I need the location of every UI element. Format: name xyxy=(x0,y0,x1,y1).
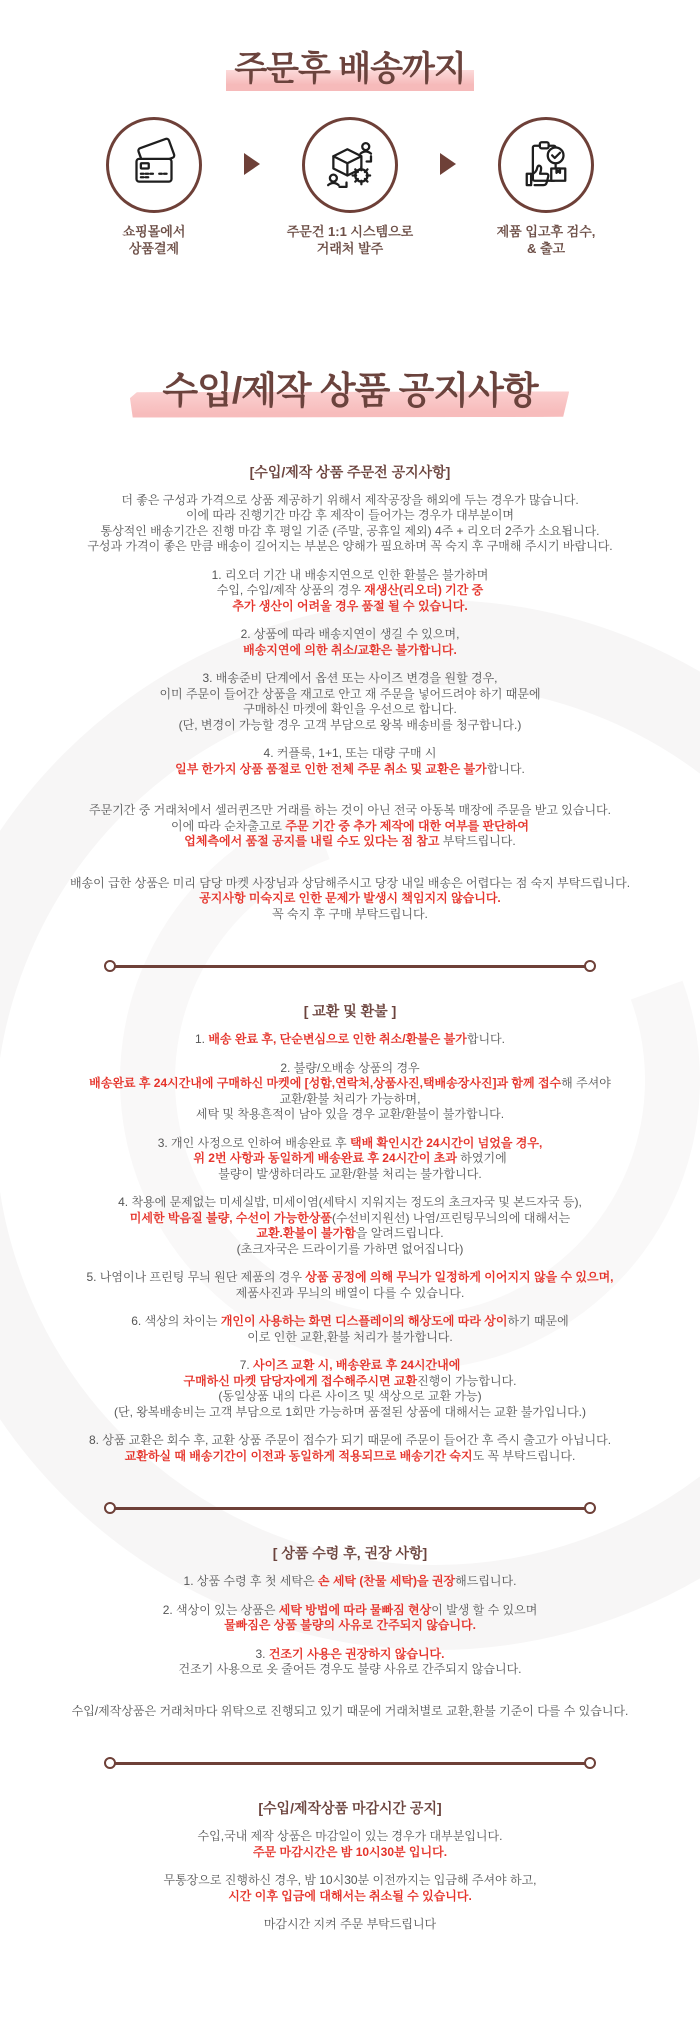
text-segment: 추가 생산이 어려울 경우 품절 될 수 있습니다. xyxy=(232,598,468,613)
notice-line xyxy=(0,1167,700,1183)
notice-line xyxy=(0,539,700,555)
notice-line xyxy=(0,1405,700,1421)
divider-line xyxy=(115,1507,585,1510)
notice-block xyxy=(0,627,700,658)
divider-endpoint-icon xyxy=(584,1757,596,1769)
notice-line xyxy=(0,1195,700,1211)
divider-endpoint-icon xyxy=(584,960,596,972)
text-segment: 개인이 사용하는 화면 디스플레이의 해상도에 따라 상이 xyxy=(220,1314,508,1329)
notice-line xyxy=(0,1270,700,1286)
text-segment: 4. 커플룩, 1+1, 또는 대량 구매 시 xyxy=(263,746,437,761)
step-label-line: 쇼핑몰에서 xyxy=(122,223,186,239)
text-segment: 더 좋은 구성과 가격으로 상품 제공하기 위해서 제작공장을 해외에 두는 경우가 많습니다. xyxy=(121,492,579,507)
text-segment: 일부 한가지 상품 품절로 인한 전체 주문 취소 및 교환은 불가 xyxy=(175,761,487,776)
notice-line xyxy=(0,568,700,584)
text-segment: 1. 상품 수령 후 첫 세탁은 xyxy=(183,1574,318,1589)
notice-block xyxy=(0,1647,700,1678)
arrow-right-icon xyxy=(440,153,456,175)
text-segment: (수선비지원선) 나염/프린팅무늬의에 대해서는 xyxy=(331,1210,571,1225)
arrow-right-icon xyxy=(244,153,260,175)
notice-line xyxy=(0,1845,700,1861)
text-segment: 마감시간 지켜 주문 부탁드립니다 xyxy=(263,1917,437,1932)
notice-line xyxy=(0,718,700,734)
process-title: 주문후 배송까지 xyxy=(234,48,465,91)
notice-line xyxy=(0,1358,700,1374)
text-segment: 배송 완료 후, 단순변심으로 인한 취소/환불은 불가 xyxy=(208,1032,467,1047)
text-segment: 세탁 방법에 따라 물빠짐 현상 xyxy=(278,1602,432,1617)
notice-line xyxy=(0,1242,700,1258)
notice-block xyxy=(0,876,700,923)
notice-line xyxy=(0,1574,700,1590)
notice-block xyxy=(0,1136,700,1183)
notice-line xyxy=(0,1433,700,1449)
text-segment: 배송완료 후 24시간내에 구매하신 마켓에 [성함,연락처,상품사진,택배송장사진]과 함께 접수 xyxy=(89,1076,562,1091)
text-segment: 구성과 가격이 좋은 만큼 배송이 길어지는 부분은 양해가 필요하며 꼭 숙지 후 구매해 주시기 바랍니다. xyxy=(87,539,613,554)
text-segment: 8. 상품 교환은 회수 후, 교환 상품 주문이 접수가 되기 때문에 주문이 들어간 후 즉시 출고가 아닙니다. xyxy=(88,1433,612,1448)
notice-line xyxy=(0,1603,700,1619)
notice-block xyxy=(0,746,700,777)
step-label-line: 제품 입고후 검수, xyxy=(496,223,596,239)
text-segment: 3. 배송준비 단계에서 옵션 또는 사이즈 변경을 원할 경우, xyxy=(202,671,498,686)
section-divider xyxy=(104,1757,596,1769)
notice-line xyxy=(0,1092,700,1108)
text-segment: 합니다. xyxy=(486,761,525,776)
step-label-line: 상품결제 xyxy=(128,240,180,256)
text-segment: 합니다. xyxy=(466,1032,505,1047)
text-segment: 수입/제작상품은 거래처마다 위탁으로 진행되고 있기 때문에 거래처별로 교환,환불 기준이 다를 수 있습니다. xyxy=(71,1703,629,1718)
notice-block xyxy=(0,1574,700,1590)
text-segment: 불량이 발생하더라도 교환/환불 처리는 불가합니다. xyxy=(218,1166,482,1181)
text-segment: 위 2번 사항과 동일하게 배송완료 후 24시간이 초과 xyxy=(193,1151,457,1166)
step-label-line: 거래처 발주 xyxy=(316,240,384,256)
notice-line xyxy=(0,1889,700,1905)
notice-line xyxy=(0,891,700,907)
text-segment: 미세한 박음질 불량, 수선이 가능한상품 xyxy=(129,1210,332,1225)
notice-block xyxy=(0,1358,700,1420)
process-step-payment xyxy=(64,117,244,257)
notice-block xyxy=(0,671,700,733)
text-segment: 3. xyxy=(255,1646,269,1661)
text-segment: 해 주셔야 xyxy=(561,1076,611,1091)
notice-line xyxy=(0,1136,700,1152)
step-label xyxy=(64,223,244,257)
notice-line xyxy=(0,1704,700,1720)
text-segment: 2. 색상이 있는 상품은 xyxy=(162,1602,279,1617)
text-segment: 수입,국내 제작 상품은 마감일이 있는 경우가 대부분입니다. xyxy=(197,1829,503,1844)
text-segment: 건조기 사용으로 옷 줄어든 경우도 불량 사유로 간주되지 않습니다. xyxy=(178,1662,522,1677)
notice-line xyxy=(0,508,700,524)
notice-line xyxy=(0,493,700,509)
text-segment: 2. 상품에 따라 배송지연이 생길 수 있으며, xyxy=(240,627,460,642)
text-segment: 배송지연에 의한 취소/교환은 불가합니다. xyxy=(243,642,457,657)
process-steps xyxy=(0,117,700,257)
notice-line xyxy=(0,1226,700,1242)
text-segment: 교환/환불 처리가 가능하며, xyxy=(279,1091,421,1106)
text-segment: 해드립니다. xyxy=(455,1574,517,1589)
notice-line xyxy=(0,671,700,687)
order-system-icon xyxy=(302,117,398,213)
text-segment: 상품 공정에 의해 무늬가 일정하게 이어지지 않을 수 있으며, xyxy=(305,1270,614,1285)
text-segment: 공지사항 미숙지로 인한 문제가 발생시 책임지지 않습니다. xyxy=(199,891,501,906)
notice-block xyxy=(0,568,700,615)
notice-line xyxy=(0,627,700,643)
notice-block xyxy=(0,1829,700,1860)
text-segment: 6. 색상의 차이는 xyxy=(131,1314,221,1329)
inspection-ship-icon xyxy=(498,117,594,213)
notice-block xyxy=(0,1873,700,1904)
text-segment: 이로 인한 교환,환불 처리가 불가합니다. xyxy=(247,1329,453,1344)
notice-line xyxy=(0,1330,700,1346)
text-segment: 부탁드립니다. xyxy=(439,834,516,849)
notice-line xyxy=(0,524,700,540)
text-segment: 2. 불량/오배송 상품의 경우 xyxy=(280,1060,420,1075)
divider-endpoint-icon xyxy=(584,1502,596,1514)
step-label-line: 주문건 1:1 시스템으로 xyxy=(286,223,414,239)
text-segment: (초크자국은 드라이기를 가하면 없어집니다) xyxy=(236,1241,464,1256)
notice-block xyxy=(0,1314,700,1345)
notice-sections xyxy=(0,463,700,1933)
text-segment: 1. 리오더 기간 내 배송지연으로 인한 환불은 불가하며 xyxy=(211,567,489,582)
section-header: [수입/제작상품 마감시간 공지] xyxy=(258,1800,442,1817)
section-header: [ 상품 수령 후, 권장 사항] xyxy=(272,1545,428,1562)
text-segment: 5. 나염이나 프린팅 무늬 원단 제품의 경우 xyxy=(86,1270,306,1285)
notice-block xyxy=(0,1704,700,1720)
section-header: [수입/제작 상품 주문전 공지사항] xyxy=(249,463,451,480)
notice-line xyxy=(0,1389,700,1405)
notice-line xyxy=(0,1151,700,1167)
notice-line xyxy=(0,907,700,923)
text-segment: 하기 때문에 xyxy=(507,1314,569,1329)
text-segment: 무통장으로 진행하신 경우, 밤 10시30분 이전까지는 입금해 주셔야 하고, xyxy=(163,1873,537,1888)
notice-line xyxy=(0,1286,700,1302)
text-segment: 을 알려드립니다. xyxy=(355,1226,444,1241)
notice-line xyxy=(0,1647,700,1663)
notice-block xyxy=(0,1917,700,1933)
text-segment: 물빠짐은 상품 불량의 사유로 간주되지 않습니다. xyxy=(224,1618,476,1633)
notice-line xyxy=(0,1107,700,1123)
notice-block xyxy=(0,1032,700,1048)
notice-line xyxy=(0,819,700,835)
text-segment: 구매하신 마켓 담당자에게 접수해주시면 교환 xyxy=(183,1373,418,1388)
notice-line xyxy=(0,1873,700,1889)
notice-line xyxy=(0,1061,700,1077)
notice-block xyxy=(0,1603,700,1634)
text-segment: 통상적인 배송기간은 진행 마감 후 평일 기준 (주말, 공휴일 제외) 4주 + 리오더 2주가 소요됩니다. xyxy=(100,523,600,538)
notice-line xyxy=(0,1211,700,1227)
section-header: [ 교환 및 환불 ] xyxy=(303,1003,397,1020)
step-label xyxy=(456,223,636,257)
notice-line xyxy=(0,1618,700,1634)
text-segment: 1. xyxy=(195,1032,209,1047)
text-segment: 재생산(리오더) 기간 중 xyxy=(364,583,484,598)
notice-title-wrap xyxy=(0,257,700,413)
notice-block xyxy=(0,803,700,850)
notice-line xyxy=(0,1374,700,1390)
text-segment: 이에 따라 순차출고로 xyxy=(171,818,286,833)
notice-line xyxy=(0,1829,700,1845)
text-segment: 주문기간 중 거래처에서 셀러퀸즈만 거래를 하는 것이 아닌 전국 아동복 매장에 주문을 받고 있습니다. xyxy=(89,803,611,818)
text-segment: 이 발생 할 수 있으며 xyxy=(431,1602,538,1617)
step-label-line: & 출고 xyxy=(526,240,566,256)
credit-card-icon xyxy=(106,117,202,213)
text-segment: 손 세탁 (찬물 세탁)을 권장 xyxy=(317,1574,456,1589)
divider-line xyxy=(115,965,585,968)
notice-line xyxy=(0,1917,700,1933)
text-segment: (단, 변경이 가능할 경우 고객 부담으로 왕복 배송비를 청구합니다.) xyxy=(178,717,522,732)
text-segment: 주문 기간 중 추가 제작에 대한 여부를 판단하여 xyxy=(285,818,529,833)
text-segment: 배송이 급한 상품은 미리 담당 마켓 사장님과 상담해주시고 당장 내일 배송은 어렵다는 점 숙지 부탁드립니다. xyxy=(69,875,631,890)
notice-line xyxy=(0,1076,700,1092)
text-segment: 구매하신 마켓에 확인을 우선으로 합니다. xyxy=(243,702,457,717)
notice-block xyxy=(0,1270,700,1301)
text-segment: 3. 개인 사정으로 인하여 배송완료 후 xyxy=(157,1135,350,1150)
text-segment: 세탁 및 착용흔적이 남아 있을 경우 교환/환불이 불가합니다. xyxy=(195,1107,505,1122)
text-segment: 7. xyxy=(239,1358,254,1373)
text-segment: 주문 마감시간은 밤 10시30분 입니다. xyxy=(252,1844,448,1859)
section-divider xyxy=(104,960,596,972)
notice-block xyxy=(0,1061,700,1123)
text-segment: 건조기 사용은 권장하지 않습니다. xyxy=(268,1646,445,1661)
notice-line xyxy=(0,687,700,703)
notice-line xyxy=(0,834,700,850)
process-step-inspection xyxy=(456,117,636,257)
notice-line xyxy=(0,1314,700,1330)
notice-line xyxy=(0,876,700,892)
section-divider xyxy=(104,1502,596,1514)
notice-line xyxy=(0,762,700,778)
text-segment: 하였기에 xyxy=(456,1151,507,1166)
process-step-order-system xyxy=(260,117,440,257)
text-segment: 4. 착용에 문제없는 미세실밥, 미세이염(세탁시 지워지는 정도의 초크자국 및 본드자국 등), xyxy=(118,1195,582,1210)
text-segment: 도 꼭 부탁드립니다. xyxy=(472,1448,576,1463)
notice-line xyxy=(0,702,700,718)
notice-title: 수입/제작 상품 공지사항 xyxy=(162,369,537,413)
text-segment: 교환하실 때 배송기간이 이전과 동일하게 적용되므로 배송기간 숙지 xyxy=(124,1448,473,1463)
notice-line xyxy=(0,643,700,659)
notice-line xyxy=(0,583,700,599)
notice-block xyxy=(0,493,700,555)
notice-line xyxy=(0,746,700,762)
text-segment: 사이즈 교환 시, 배송완료 후 24시간내에 xyxy=(253,1358,461,1373)
text-segment: 교환.환불이 불가함 xyxy=(256,1226,356,1241)
text-segment: 업체측에서 품절 공지를 내릴 수도 있다는 점 참고 xyxy=(184,834,440,849)
text-segment: (단, 왕복배송비는 고객 부담으로 1회만 가능하며 품절된 상품에 대해서는 교환 불가입니다.) xyxy=(114,1404,586,1419)
notice-line xyxy=(0,599,700,615)
text-segment: 이미 주문이 들어간 상품을 재고로 안고 재 주문을 넣어드려야 하기 때문에 xyxy=(159,686,541,701)
text-segment: 진행이 가능합니다. xyxy=(417,1373,517,1388)
text-segment: 제품사진과 무늬의 배열이 다를 수 있습니다. xyxy=(235,1285,465,1300)
text-segment: 수입, 수입/제작 상품의 경우 xyxy=(216,583,365,598)
notice-block xyxy=(0,1195,700,1257)
notice-line xyxy=(0,1032,700,1048)
text-segment: 꼭 숙지 후 구매 부탁드립니다. xyxy=(272,906,428,921)
text-segment: 시간 이후 입금에 대해서는 취소될 수 있습니다. xyxy=(228,1888,472,1903)
text-segment: (동일상품 내의 다른 사이즈 및 색상으로 교환 가능) xyxy=(218,1389,482,1404)
notice-line xyxy=(0,803,700,819)
notice-line xyxy=(0,1449,700,1465)
step-label xyxy=(260,223,440,257)
notice-line xyxy=(0,1662,700,1678)
text-segment: 이에 따라 진행기간 마감 후 제작이 들어가는 경우가 대부분이며 xyxy=(185,508,515,523)
text-segment: 택배 확인시간 24시간이 넘었을 경우, xyxy=(350,1135,543,1150)
process-title-wrap xyxy=(0,0,700,91)
notice-block xyxy=(0,1433,700,1464)
divider-line xyxy=(115,1762,585,1765)
